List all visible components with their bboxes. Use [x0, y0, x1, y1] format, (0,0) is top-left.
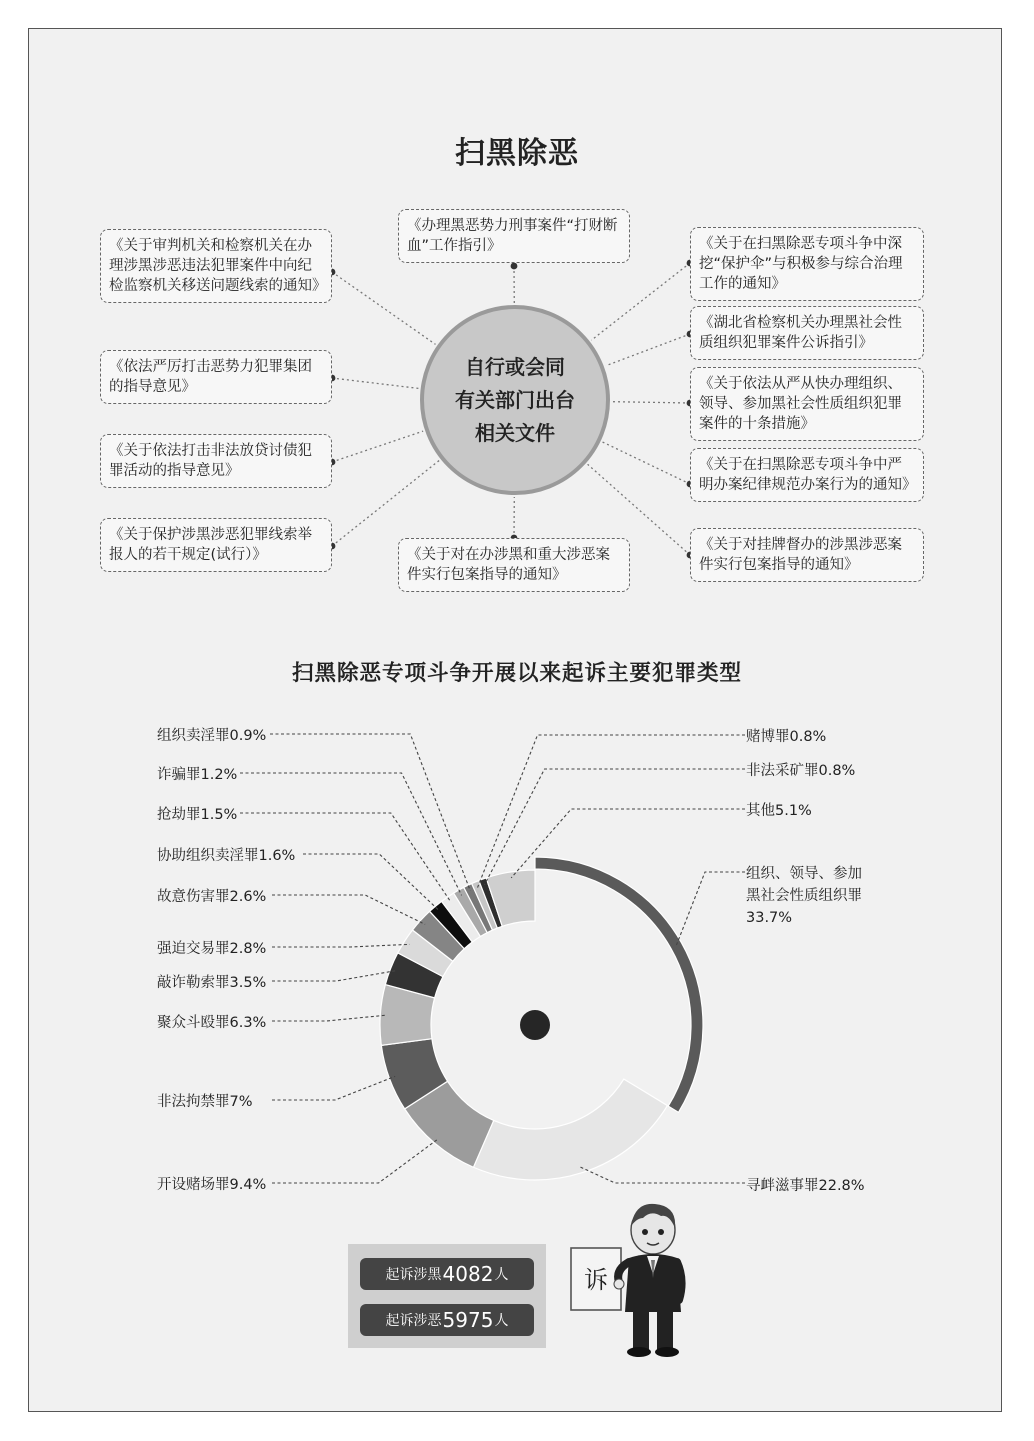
- document-box: 《关于在扫黑除恶专项斗争中深挖“保护伞”与积极参与综合治理工作的通知》: [690, 227, 924, 301]
- document-box: 《湖北省检察机关办理黑社会性质组织犯罪案件公诉指引》: [690, 306, 924, 360]
- document-box: 《关于对挂牌督办的涉黑涉恶案件实行包案指导的通知》: [690, 528, 924, 582]
- slice-label: 聚众斗殴罪6.3%: [157, 1015, 267, 1031]
- document-box: 《关于在扫黑除恶专项斗争中严明办案纪律规范办案行为的通知》: [690, 448, 924, 502]
- page-title: 扫黑除恶: [455, 136, 579, 171]
- slice-label: 其他5.1%: [746, 803, 812, 819]
- hub-circle: [420, 305, 610, 495]
- stat-pill-evil: 起诉涉恶 5975 人: [360, 1304, 534, 1336]
- slice-label: 寻衅滋事罪22.8%: [746, 1178, 865, 1194]
- slice-label: 强迫交易罪2.8%: [157, 941, 267, 957]
- connector-line: [606, 334, 690, 366]
- slice-label: 诈骗罪1.2%: [157, 767, 238, 783]
- sign-board: [571, 1248, 621, 1310]
- slice-label: 组织、领导、参加黑社会性质组织罪 33.7%: [746, 866, 862, 926]
- document-box: 《办理黑恶势力刑事案件“打财断血”工作指引》: [398, 209, 630, 263]
- slice-label: 开设赌场罪9.4%: [157, 1177, 267, 1193]
- hub-text: 自行或会同 有关部门出台 相关文件: [455, 354, 575, 445]
- sign-text: 诉: [584, 1266, 608, 1294]
- connector-line: [332, 272, 436, 344]
- slice-label: 抢劫罪1.5%: [157, 807, 238, 823]
- slice-label: 故意伤害罪2.6%: [157, 889, 267, 905]
- connector-line: [602, 442, 690, 484]
- document-box: 《关于审判机关和检察机关在办理涉黑涉恶违法犯罪案件中向纪检监察机关移送问题线索的通知》: [100, 229, 332, 303]
- connector-line: [332, 460, 439, 546]
- stats-panel: [348, 1244, 546, 1348]
- document-box: 《关于依法从严从快办理组织、领导、参加黑社会性质组织犯罪案件的十条措施》: [690, 367, 924, 441]
- document-box: 《关于依法打击非法放贷讨债犯罪活动的指导意见》: [100, 434, 332, 488]
- slice-label: 非法拘禁罪7%: [157, 1094, 253, 1110]
- prosecutor-mascot-illustration: [565, 1200, 695, 1365]
- connector-line: [591, 263, 690, 340]
- connector-dot: [511, 263, 518, 270]
- chart-title: 扫黑除恶专项斗争开展以来起诉主要犯罪类型: [291, 661, 742, 686]
- connector-line: [332, 431, 423, 462]
- slice-label: 协助组织卖淫罪1.6%: [157, 848, 296, 864]
- connector-line: [332, 378, 419, 388]
- slice-label: 组织卖淫罪0.9%: [157, 728, 267, 744]
- connector-line: [612, 402, 690, 403]
- document-box: 《依法严厉打击恶势力犯罪集团的指导意见》: [100, 350, 332, 404]
- stat-pill-gang: 起诉涉黑 4082 人: [360, 1258, 534, 1290]
- mascot-figure: [614, 1204, 682, 1357]
- slice-label: 非法采矿罪0.8%: [746, 763, 856, 779]
- slice-label: 敲诈勒索罪3.5%: [157, 975, 267, 991]
- document-box: 《关于保护涉黑涉恶犯罪线索举报人的若干规定(试行）》: [100, 518, 332, 572]
- slice-label: 赌博罪0.8%: [746, 729, 827, 745]
- document-box: 《关于对在办涉黑和重大涉恶案件实行包案指导的通知》: [398, 538, 630, 592]
